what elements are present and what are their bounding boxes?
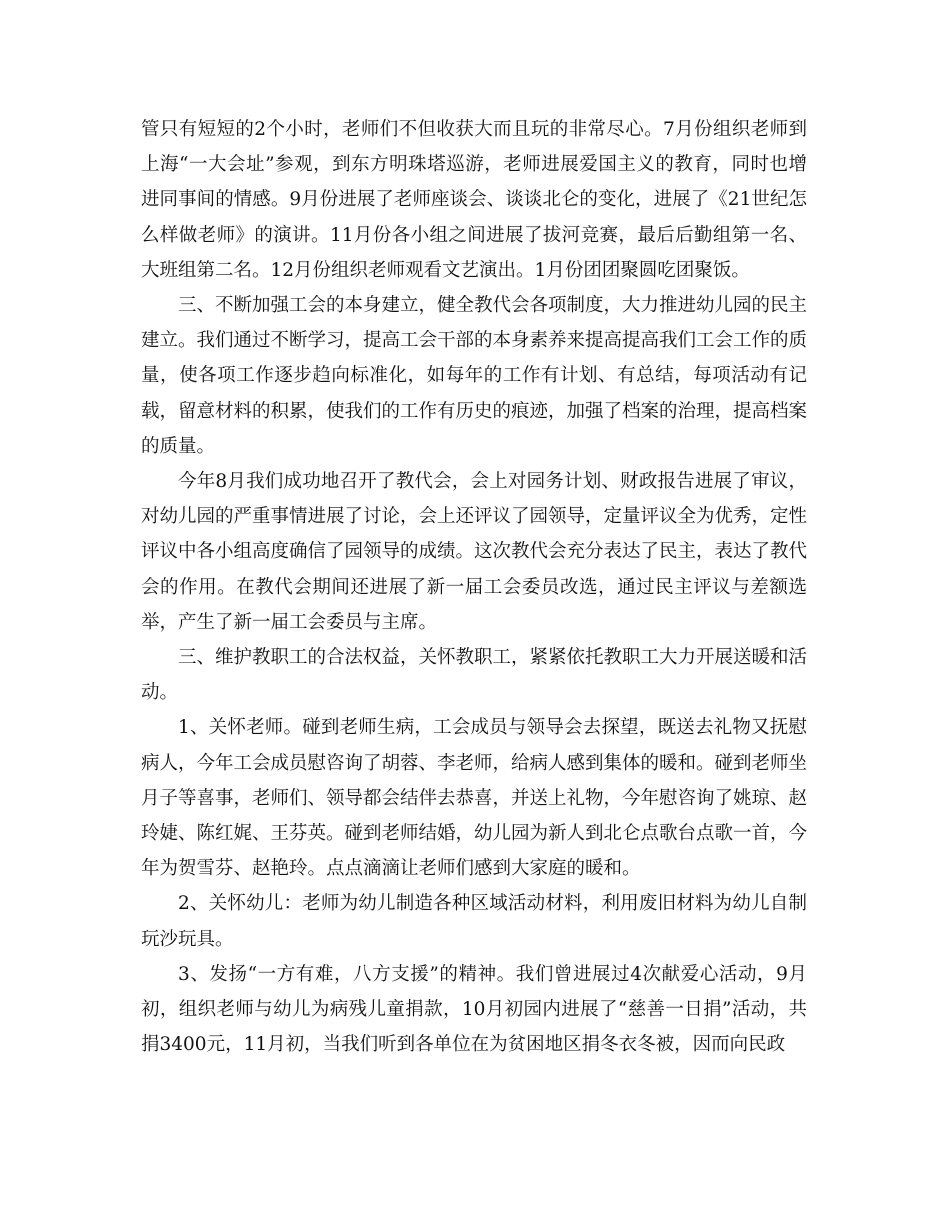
paragraph-7: 3、发扬“一方有难，八方支援”的精神。我们曾进展过4次献爱心活动，9月初，组织老师与幼儿为病残儿童捐款，10月初园内进展了“慈善一日捐”活动，共捐3400元，11月初，当我们听到各单位在为贫困地区捐冬衣冬被，因而向民政	[141, 963, 807, 1056]
paragraph-6: 2、关怀幼儿：老师为幼儿制造各种区域活动材料，利用废旧材料为幼儿自制玩沙玩具。	[141, 893, 807, 950]
paragraph-5: 1、关怀老师。碰到老师生病，工会成员与领导会去探望，既送去礼物又抚慰病人，今年工会成员慰咨询了胡蓉、李老师，给病人感到集体的暖和。碰到老师坐月子等喜事，老师们、领导都会结伴去恭喜，并送上礼物，今年慰咨询了姚琼、赵玲婕、陈红娓、王芬英。碰到老师结婚，幼儿园为新人到北仑点歌台点歌一首，今年为贺雪芬、赵艳玲。点点滴滴让老师们感到大家庭的暖和。	[141, 717, 808, 880]
document-body	[141, 112, 807, 1062]
paragraph-3: 今年8月我们成功地召开了教代会，会上对园务计划、财政报告进展了审议，对幼儿园的严重事情进展了讨论，会上还评议了园领导，定量评议全为优秀，定性评议中各小组高度确信了园领导的成绩。这次教代会充分表达了民主，表达了教代会的作用。在教代会期间还进展了新一届工会委员改选，通过民主评议与差额选举，产生了新一届工会委员与主席。	[141, 471, 808, 633]
paragraph-4: 三、维护教职工的合法权益，关怀教职工，紧紧依托教职工大力开展送暖和活动。	[141, 647, 808, 704]
paragraph-2: 三、不断加强工会的本身建立，健全教代会各项制度，大力推进幼儿园的民主建立。我们通过不断学习，提高工会干部的本身素养来提高提高我们工会工作的质量，使各项工作逐步趋向标准化，如每年的工作有计划、有总结，每项活动有记载，留意材料的积累，使我们的工作有历史的痕迹，加强了档案的治理，提高档案的质量。	[141, 295, 808, 457]
paragraph-1: 管只有短短的2个小时，老师们不但收获大而且玩的非常尽心。7月份组织老师到上海“一大会址”参观，到东方明珠塔巡游，老师进展爱国主义的教育，同时也增进同事间的情感。9月份进展了老师座谈会、谈谈北仑的变化，进展了《21世纪怎么样做老师》的演讲。11月份各小组之间进展了拔河竞赛，最后后勤组第一名、大班组第二名。12月份组织老师观看文艺演出。1月份团团聚圆吃团聚饭。	[141, 119, 807, 281]
